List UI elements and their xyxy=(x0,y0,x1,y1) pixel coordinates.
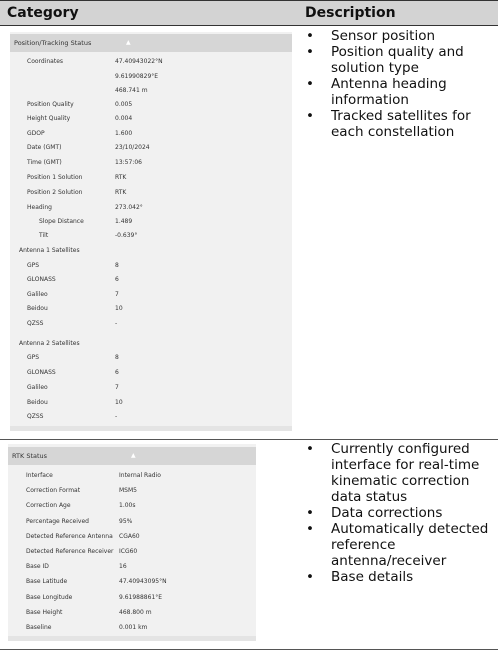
status-row xyxy=(8,487,256,497)
row-value: 10 xyxy=(115,399,123,406)
description-list-1 xyxy=(304,28,494,140)
row-value: - xyxy=(115,413,118,420)
row-value: 10 xyxy=(115,305,123,312)
row-label: GLONASS xyxy=(27,276,56,283)
row-label: Baseline xyxy=(26,624,52,631)
status-row xyxy=(10,189,292,199)
row-value: 47.40943095°N xyxy=(119,578,167,586)
row-label: Base Latitude xyxy=(26,578,68,586)
row-label: Galileo xyxy=(27,384,48,391)
satellite-row xyxy=(10,399,292,409)
satellite-row xyxy=(10,369,292,379)
row-label: GPS xyxy=(27,262,40,269)
description-item: • Antenna heading information xyxy=(304,76,494,108)
description-item: • Automatically detected reference antenna/receiver xyxy=(304,521,496,569)
description-item: • Sensor position xyxy=(304,28,494,44)
description-item: • Tracked satellites for each constellation xyxy=(304,108,494,140)
row-label: QZSS xyxy=(27,320,44,327)
status-row xyxy=(10,232,292,242)
status-row xyxy=(10,115,292,125)
position-panel-titlebar[interactable] xyxy=(10,34,292,52)
triangle-up-icon[interactable]: ▲ xyxy=(131,452,136,459)
status-row xyxy=(10,87,292,97)
row-value: - xyxy=(115,320,118,327)
satellite-row xyxy=(10,384,292,394)
satellite-row xyxy=(10,276,292,286)
row-value: 9.61990829°E xyxy=(115,73,159,80)
status-row xyxy=(10,204,292,214)
status-row xyxy=(10,159,292,169)
row-label: Tilt xyxy=(39,232,49,239)
row-value: ICG60 xyxy=(119,548,138,555)
status-row xyxy=(10,144,292,154)
description-item: • Data corrections xyxy=(304,505,496,521)
row-value: 95% xyxy=(119,517,133,525)
satellite-row xyxy=(10,305,292,315)
status-row xyxy=(8,563,256,573)
status-row xyxy=(8,472,256,482)
row-label: Percentage Received xyxy=(26,517,89,525)
description-list-2 xyxy=(304,441,496,585)
satellite-row xyxy=(10,354,292,364)
row-label: GLONASS xyxy=(27,369,56,376)
row-label: Heading xyxy=(27,204,52,211)
status-row xyxy=(10,130,292,140)
status-row xyxy=(8,502,256,512)
row-label: Base Height xyxy=(26,608,63,616)
description-item: • Currently configured interface for real-time kinematic correction data status xyxy=(304,441,496,505)
row-value: 0.004 xyxy=(115,115,133,122)
status-row xyxy=(8,624,256,634)
row-label: Beidou xyxy=(27,305,48,312)
category-header: Category xyxy=(7,5,79,21)
row-value: Internal Radio xyxy=(119,472,161,479)
table-bottom-border xyxy=(0,649,498,650)
row-value: 6 xyxy=(115,369,119,376)
row-label: Interface xyxy=(26,472,53,479)
row-value: 7 xyxy=(115,291,119,298)
row-value: 1.489 xyxy=(115,218,133,225)
satellite-row xyxy=(10,262,292,272)
row-label: GDOP xyxy=(27,130,45,137)
row-label: Height Quality xyxy=(27,115,71,122)
row-separator xyxy=(0,439,498,440)
satellite-row xyxy=(10,320,292,330)
section-heading: Antenna 1 Satellites xyxy=(19,247,80,254)
status-row xyxy=(8,533,256,543)
row-label: Time (GMT) xyxy=(27,159,62,166)
rtk-panel-scrollbar[interactable] xyxy=(8,636,256,641)
row-label: Beidou xyxy=(27,399,48,406)
rtk-panel-titlebar[interactable] xyxy=(8,447,256,465)
row-value: 9.61988861°E xyxy=(119,593,163,601)
row-value: RTK xyxy=(115,174,127,181)
row-value: 8 xyxy=(115,354,119,361)
row-value: MSM5 xyxy=(119,487,137,495)
row-label: Position 2 Solution xyxy=(27,189,83,196)
row-label: Position Quality xyxy=(27,101,74,108)
row-value: 16 xyxy=(119,563,127,571)
status-row xyxy=(8,518,256,528)
status-row xyxy=(8,609,256,619)
row-value: 0.001 km xyxy=(119,624,148,631)
row-value: 468.800 m xyxy=(119,608,152,616)
position-panel-title: Position/Tracking Status xyxy=(14,39,92,47)
position-tracking-panel xyxy=(10,32,292,431)
status-row xyxy=(10,101,292,111)
rtk-panel-title: RTK Status xyxy=(12,452,48,460)
row-value: 47.40943022°N xyxy=(115,58,163,65)
row-label: QZSS xyxy=(27,413,44,420)
status-row xyxy=(8,578,256,588)
row-label: Galileo xyxy=(27,291,48,298)
row-value: CGA60 xyxy=(119,532,140,540)
row-value: 468.741 m xyxy=(115,87,148,94)
description-header: Description xyxy=(305,5,396,21)
status-row xyxy=(10,73,292,83)
position-panel-scrollbar[interactable] xyxy=(10,426,292,431)
row-value: 1.00s xyxy=(119,502,136,510)
row-value: RTK xyxy=(115,189,127,196)
row-value: 13:57:06 xyxy=(115,159,142,166)
rtk-status-panel xyxy=(8,444,256,641)
row-label: Base Longitude xyxy=(26,593,73,601)
row-label: Detected Reference Antenna xyxy=(26,532,113,540)
status-row xyxy=(10,58,292,68)
table-header xyxy=(0,0,498,26)
row-label: Coordinates xyxy=(27,58,64,65)
triangle-up-icon[interactable]: ▲ xyxy=(126,39,131,46)
status-row xyxy=(10,218,292,228)
row-label: Base ID xyxy=(26,563,49,571)
satellite-row xyxy=(10,413,292,423)
row-label: Position 1 Solution xyxy=(27,174,83,181)
row-value: 7 xyxy=(115,384,119,391)
row-value: 1.600 xyxy=(115,130,133,137)
status-row xyxy=(8,594,256,604)
status-row xyxy=(10,174,292,184)
row-value: 8 xyxy=(115,262,119,269)
description-item: • Base details xyxy=(304,569,496,585)
section-heading: Antenna 2 Satellites xyxy=(19,340,80,347)
row-label: Date (GMT) xyxy=(27,144,62,151)
row-value: 0.005 xyxy=(115,101,133,108)
status-row xyxy=(8,548,256,558)
satellite-row xyxy=(10,291,292,301)
row-label: GPS xyxy=(27,354,40,361)
description-item: • Position quality and solution type xyxy=(304,44,494,76)
row-label: Slope Distance xyxy=(39,218,84,225)
row-label: Detected Reference Receiver xyxy=(26,548,114,555)
row-label: Correction Format xyxy=(26,487,81,495)
row-value: 6 xyxy=(115,276,119,283)
row-value: 23/10/2024 xyxy=(115,144,150,151)
row-value: 273.042° xyxy=(115,204,143,211)
row-label: Correction Age xyxy=(26,502,71,510)
row-value: -0.639° xyxy=(115,232,138,239)
